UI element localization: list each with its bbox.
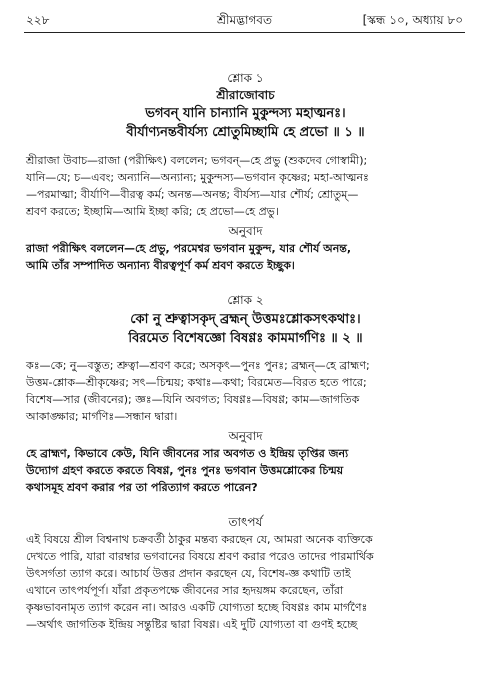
- synonym-line: যানি—যে; চ—এবং; অন্যানি—অন্যান্য; মুকুন্দস্য—ভগবান কৃষ্ণের; মহা-আত্মনঃ: [26, 171, 369, 184]
- verse1-speaker: শ্রীরাজোবাচ: [216, 88, 275, 102]
- verse2-synonyms: [26, 357, 465, 425]
- synonym-line: আকাঙ্ক্ষার; মার্গণিঃ—সন্ধান দ্বারা।: [26, 410, 178, 423]
- verse1-synonyms: [26, 152, 465, 220]
- verse1-sanskrit-line-1: ভগবন্ যানি চান্যানি মুকুন্দস্য মহাত্মনঃ।: [145, 106, 346, 121]
- verse2-heading: শ্লোক ২: [227, 293, 264, 307]
- synonym-line: বিশেষ—সার (জীবনের); জ্ঞঃ—যিনি অবগত; বিষণ্ণঃ—বিষণ্ণ; কাম—জাগতিক: [26, 393, 360, 406]
- synonym-line: কঃ—কে; নু—বস্তুত; শ্রুত্বা—শ্রবণ করে; অসকৃৎ—পুনঃ পুনঃ; ব্রহ্মন্—হে ব্রাহ্মণ;: [26, 359, 370, 372]
- purport-text: [26, 531, 465, 633]
- verse1-translation-heading: অনুবাদ: [228, 224, 263, 238]
- purport-line: দেখতে পারি, যারা বারম্বার ভগবানের বিষয়ে শ্রবণ করার পরেও তাদের পারমার্থিক: [26, 550, 374, 563]
- verse1-sanskrit-line-2: বীর্যাণ্যনন্তবীর্যস্য শ্রোতুমিচ্ছামি হে প্রভো ॥ ১ ॥: [126, 125, 365, 140]
- page-number: ২২৮: [26, 13, 50, 27]
- synonym-line: শ্রীরাজা উবাচ—রাজা (পরীক্ষিৎ) বললেন; ভগবন্—হে প্রভু (শুকদেব গোস্বামী);: [26, 154, 368, 167]
- synonym-line: শ্রবণ করতে; ইচ্ছামি—আমি ইচ্ছা করি; হে প্রভো—হে প্রভু।: [26, 205, 279, 218]
- purport-line: এই বিষয়ে শ্রীল বিশ্বনাথ চক্রবর্তী ঠাকুর মন্তব্য করছেন যে, আমরা অনেক ব্যক্তিকে: [26, 533, 373, 546]
- translation-line: আমি তাঁর সম্পাদিত অন্যান্য বীরত্বপূর্ণ কর্ম শ্রবণ করতে ইচ্ছুক।: [26, 259, 295, 272]
- header-rule: [24, 32, 465, 33]
- verse2-sanskrit-line-2: বিরমেত বিশেষজ্ঞো বিষণ্ণঃ কামমার্গণিঃ ॥ ২ ॥: [128, 331, 363, 346]
- purport-line: —অর্থাৎ জাগতিক ইন্দ্রিয় সন্তুষ্টির দ্বারা বিষণ্ণ। এই দুটি যোগ্যতা বা গুণই হচ্ছে: [26, 618, 358, 631]
- purport-heading: তাৎপর্য: [228, 515, 263, 529]
- running-header: [26, 12, 463, 32]
- verse2-sanskrit-line-1: কো নু শ্রুত্বাসকৃদ্ ব্রহ্মন্ উত্তমঃশ্লোকসৎকথাঃ।: [130, 312, 361, 327]
- translation-line: রাজা পরীক্ষিৎ বললেন—হে প্রভু, পরমেশ্বর ভগবান মুকুন্দ, যার শৌর্য অনন্ত,: [26, 242, 352, 255]
- synonym-line: উত্তম-শ্লোক—শ্রীকৃষ্ণের; সৎ—চিন্ময়; কথাঃ—কথা; বিরমেত—বিরত হতে পারে;: [26, 376, 367, 389]
- purport-line: এখানে তাৎপর্যপূর্ণ। যাঁরা প্রকৃতপক্ষে জীবনের সার হৃদয়ঙ্গম করেছেন, তাঁরা: [26, 584, 344, 597]
- chapter-reference: [স্কন্ধ ১০, অধ্যায় ৮০: [362, 13, 463, 27]
- verse2-translation-heading: অনুবাদ: [228, 429, 263, 443]
- purport-line: কৃষ্ণভাবনামৃত ত্যাগ করেন না। আরও একটি যোগ্যতা হচ্ছে বিষণ্ণঃ কাম মার্গণৈঃ: [26, 601, 368, 614]
- verse1-translation: [26, 240, 465, 274]
- translation-line: উদ্যোগ গ্রহণ করতে করতে বিষণ্ণ, পুনঃ পুনঃ ভগবান উত্তমশ্লোকের চিন্ময়: [26, 464, 344, 477]
- synonym-line: —পরমাত্মা; বীর্যাণি—বীরত্ব কর্ম; অনন্ত—অনন্ত; বীর্যস্য—যার শৌর্য; শ্রোতুম্—: [26, 188, 359, 201]
- purport-line: উৎসর্গতা ত্যাগ করে। আচার্য উত্তর প্রদান করছেন যে, বিশেষ-জ্ঞ কথাটি তাই: [26, 567, 351, 580]
- translation-line: হে ব্রাহ্মণ, কিভাবে কেউ, যিনি জীবনের সার অবগত ও ইন্দ্রিয় তৃপ্তির জন্য: [26, 447, 349, 460]
- book-title: শ্রীমদ্ভাগবত: [216, 13, 272, 27]
- verse2-translation: [26, 445, 465, 496]
- translation-line: কথাসমূহ শ্রবণ করার পর তা পরিত্যাগ করতে পারেন?: [26, 481, 258, 494]
- verse1-heading: শ্লোক ১: [227, 71, 264, 85]
